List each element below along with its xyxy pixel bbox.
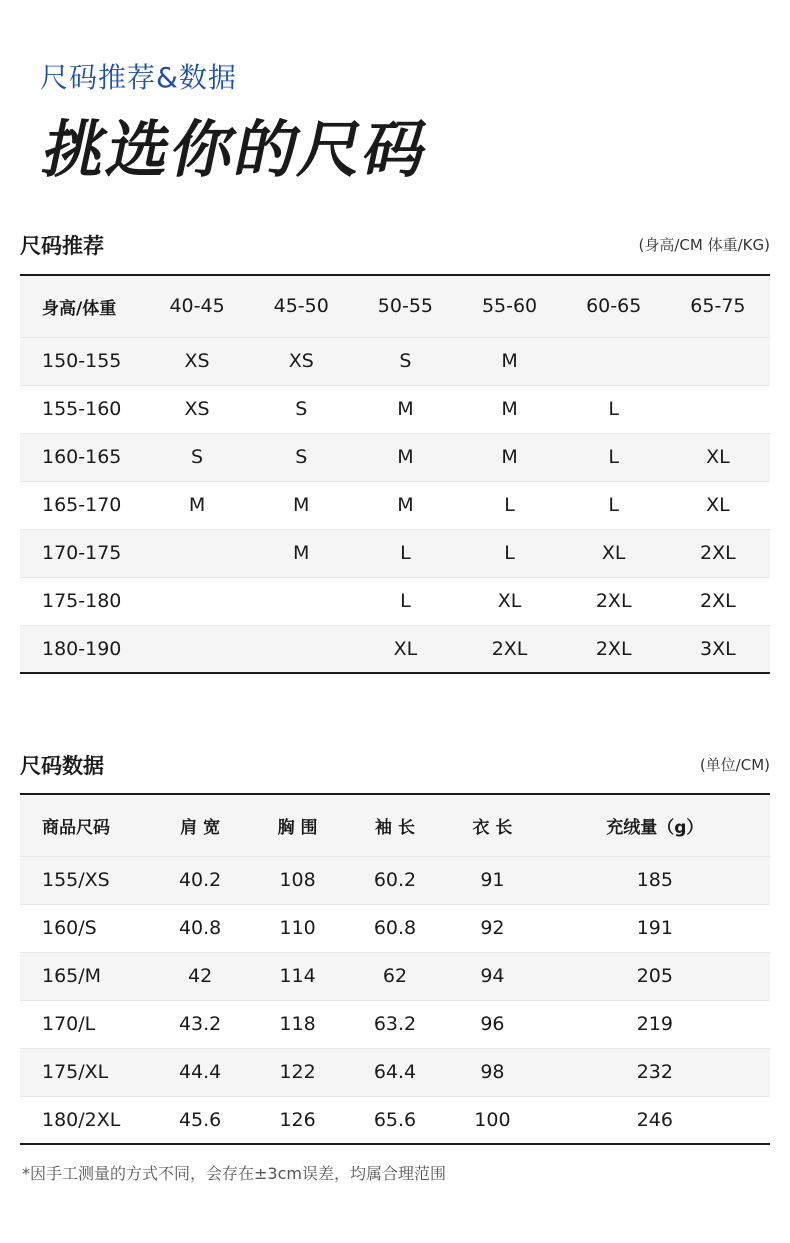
table-cell xyxy=(666,385,770,433)
column-header: 充绒量（g） xyxy=(606,817,704,838)
table-row xyxy=(20,856,770,904)
table-cell: 65.6 xyxy=(373,1108,417,1131)
column-header: 45-50 xyxy=(273,295,329,318)
table-cell: M xyxy=(293,542,310,564)
column-header: 衣 长 xyxy=(472,817,513,838)
table-cell: XL xyxy=(706,446,730,468)
table-cell: XS xyxy=(184,350,210,372)
table-cell: S xyxy=(295,446,308,468)
table-cell: L xyxy=(400,590,411,612)
table-cell: 43.2 xyxy=(178,1013,222,1035)
table-cell: 2XL xyxy=(595,590,632,612)
table-cell: 44.4 xyxy=(178,1061,222,1083)
table-cell: 92 xyxy=(480,917,505,939)
table-cell: 191 xyxy=(636,917,673,939)
table-cell xyxy=(145,577,249,625)
footnote: *因手工测量的方式不同，会存在±3cm误差，均属合理范围 xyxy=(22,1164,446,1183)
recommend-section-unit: (身高/CM 体重/KG) xyxy=(638,236,770,254)
table-cell: M xyxy=(293,494,310,516)
table-cell: 205 xyxy=(636,965,673,987)
table-row xyxy=(20,337,770,385)
table-cell xyxy=(145,529,249,577)
table-row xyxy=(20,1096,770,1144)
size-measurements-table xyxy=(20,793,770,1145)
table-cell xyxy=(249,577,353,625)
table-cell: M xyxy=(501,350,518,372)
column-header: 65-75 xyxy=(690,295,746,318)
row-label-cell: 180-190 xyxy=(42,637,122,660)
column-header: 袖 长 xyxy=(375,817,415,838)
row-label-cell: 165-170 xyxy=(42,494,122,516)
column-header: 60-65 xyxy=(586,295,642,318)
table-cell: L xyxy=(400,542,411,564)
row-label-cell: 165/M xyxy=(42,965,102,987)
table-cell: 219 xyxy=(636,1013,673,1035)
table-cell: 64.4 xyxy=(373,1061,417,1083)
table-row xyxy=(20,1000,770,1048)
column-header: 胸 围 xyxy=(277,817,318,838)
row-label-cell: 175/XL xyxy=(42,1061,109,1083)
table-cell: XL xyxy=(706,494,730,516)
table-row xyxy=(20,904,770,952)
table-cell: 62 xyxy=(382,965,408,987)
table-cell: 246 xyxy=(636,1108,673,1131)
row-label-cell: 155-160 xyxy=(42,398,122,420)
table-cell: M xyxy=(501,446,518,468)
table-cell: 94 xyxy=(480,965,505,987)
table-cell: 42 xyxy=(188,965,213,987)
table-row xyxy=(20,385,770,433)
table-row xyxy=(20,577,770,625)
table-cell: 96 xyxy=(480,1013,505,1035)
measurements-section-unit: (单位/CM) xyxy=(699,756,770,774)
table-cell: L xyxy=(608,398,619,420)
table-cell: XL xyxy=(497,590,522,612)
header-title: 挑选你的尺码 xyxy=(36,113,437,186)
table-cell: 185 xyxy=(636,869,673,891)
column-header: 55-60 xyxy=(481,295,538,318)
column-header: 肩 宽 xyxy=(180,817,221,838)
table-row xyxy=(20,433,770,481)
table-row xyxy=(20,481,770,529)
table-header-row xyxy=(20,794,770,856)
row-label-cell: 170-175 xyxy=(42,542,122,564)
table-cell: 3XL xyxy=(700,637,736,660)
table-cell: 45.6 xyxy=(178,1108,222,1131)
table-cell: M xyxy=(397,494,414,516)
table-cell: XS xyxy=(184,398,210,420)
table-cell: 40.2 xyxy=(178,869,222,891)
column-header: 商品尺码 xyxy=(42,817,110,838)
table-cell: L xyxy=(504,542,515,564)
row-label-cell: 160/S xyxy=(42,917,97,939)
measurements-section-title: 尺码数据 xyxy=(20,754,104,778)
table-cell: 100 xyxy=(474,1108,511,1131)
table-cell xyxy=(562,337,666,385)
table-cell: 114 xyxy=(279,965,316,987)
table-cell: S xyxy=(399,350,412,372)
table-cell: L xyxy=(608,494,619,516)
table-cell: 98 xyxy=(480,1061,505,1083)
column-header: 身高/体重 xyxy=(42,298,117,319)
table-cell: 40.8 xyxy=(178,917,222,939)
table-cell: XL xyxy=(601,542,626,564)
table-cell: 60.8 xyxy=(373,917,417,939)
header-subtitle: 尺码推荐&数据 xyxy=(40,61,237,94)
table-cell: 110 xyxy=(279,917,316,939)
row-label-cell: 175-180 xyxy=(42,590,122,612)
row-label-cell: 170/L xyxy=(42,1013,96,1035)
table-cell: 2XL xyxy=(491,637,528,660)
table-header-row xyxy=(20,275,770,337)
table-cell: 2XL xyxy=(700,590,736,612)
table-cell: 232 xyxy=(636,1061,673,1083)
column-header: 50-55 xyxy=(377,295,433,318)
recommend-section-title: 尺码推荐 xyxy=(20,234,104,258)
table-cell: 108 xyxy=(279,869,316,891)
table-cell: XS xyxy=(288,350,314,372)
table-cell: M xyxy=(397,398,414,420)
table-cell: 2XL xyxy=(700,542,736,564)
table-cell: 126 xyxy=(279,1108,316,1131)
table-cell: XL xyxy=(393,637,418,660)
table-row xyxy=(20,1048,770,1096)
table-cell: 122 xyxy=(279,1061,316,1083)
table-cell: M xyxy=(501,398,518,420)
row-label-cell: 180/2XL xyxy=(42,1108,121,1131)
table-cell: L xyxy=(608,446,619,468)
table-row xyxy=(20,952,770,1000)
table-cell: 63.2 xyxy=(373,1013,417,1035)
column-header: 40-45 xyxy=(169,295,225,318)
table-cell: 60.2 xyxy=(373,869,417,891)
table-cell: S xyxy=(191,446,204,468)
table-cell xyxy=(666,337,770,385)
table-row xyxy=(20,625,770,673)
table-cell: 2XL xyxy=(595,637,632,660)
table-cell: M xyxy=(188,494,206,516)
table-row xyxy=(20,529,770,577)
row-label-cell: 160-165 xyxy=(42,446,122,468)
table-cell xyxy=(249,625,353,673)
table-cell: M xyxy=(397,446,414,468)
size-recommend-table xyxy=(20,274,770,674)
table-cell: L xyxy=(504,494,515,516)
table-cell xyxy=(145,625,249,673)
row-label-cell: 155/XS xyxy=(42,869,110,891)
table-cell: S xyxy=(295,398,308,420)
table-cell: 118 xyxy=(279,1013,316,1035)
row-label-cell: 150-155 xyxy=(42,350,122,372)
table-cell: 91 xyxy=(480,869,505,891)
